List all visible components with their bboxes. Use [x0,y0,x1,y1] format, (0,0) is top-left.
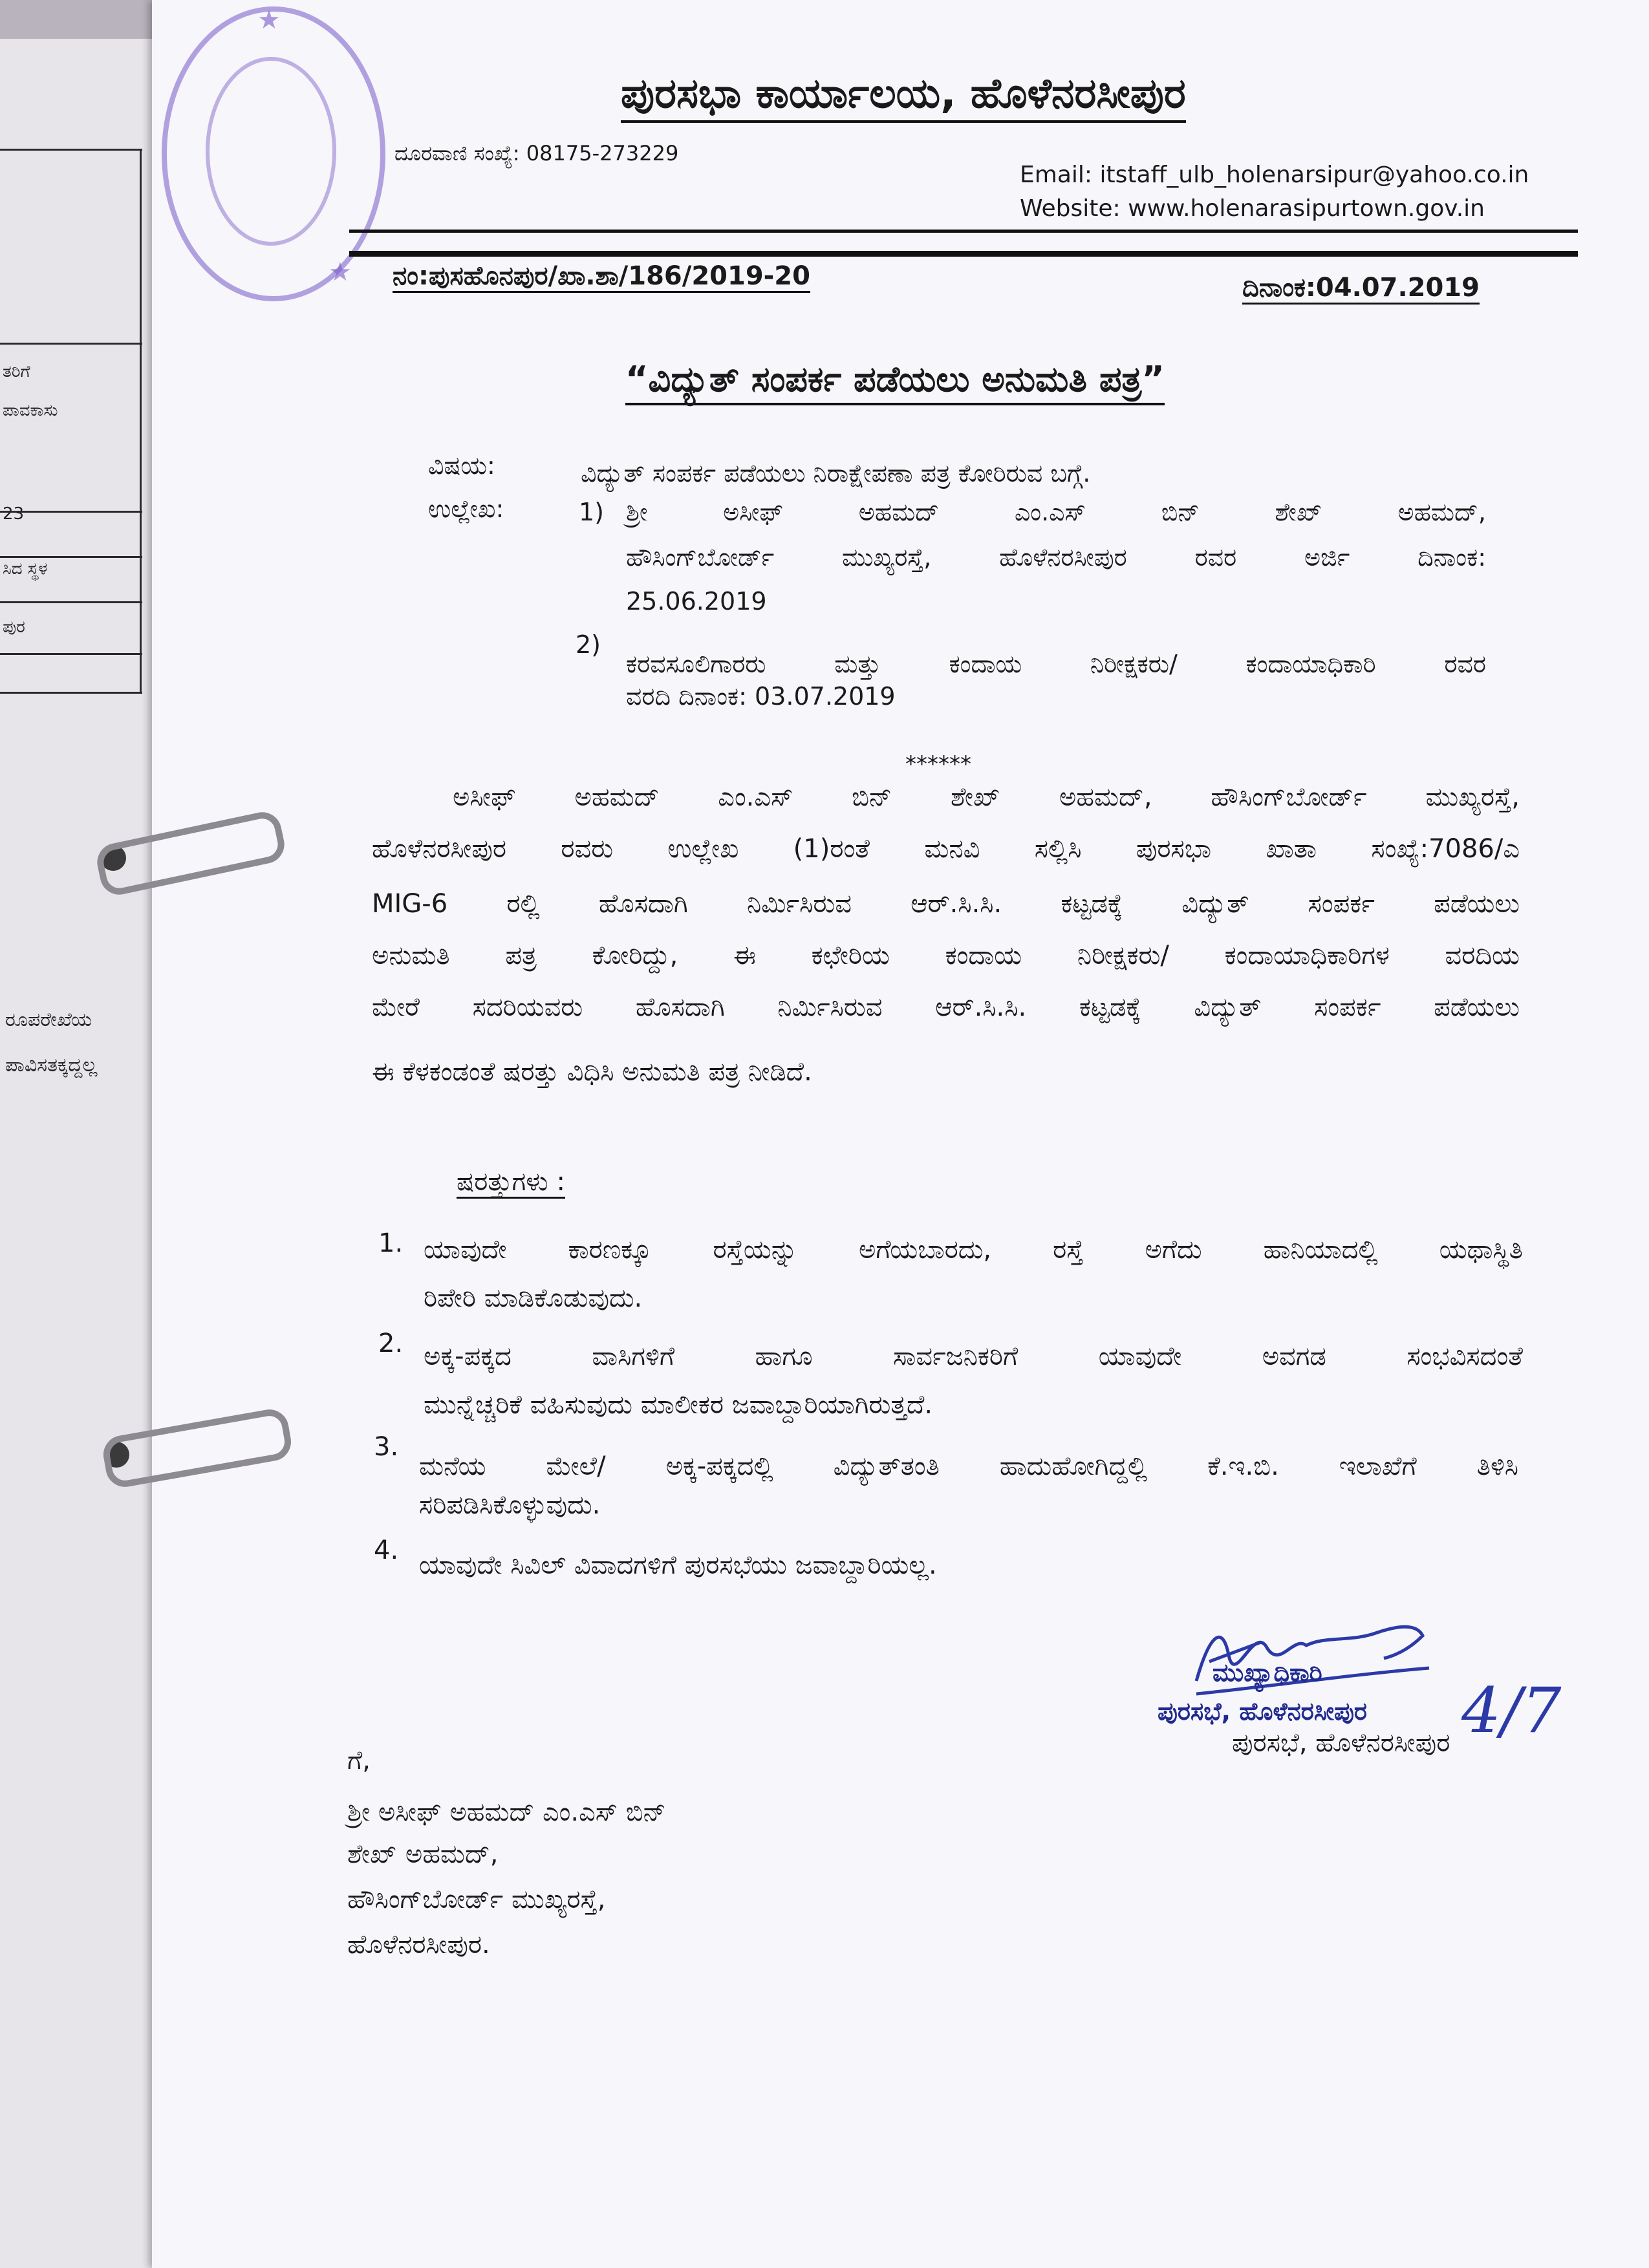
underlying-margin-fragment: ರೂಪರೇಖೆಯ [5,1009,92,1031]
underlying-fragment: ತರಿಗೆ [3,362,30,381]
condition-line: ರಿಪೇರಿ ಮಾಡಿಕೊಡುವುದು. [424,1283,643,1313]
subject-text: ವಿದ್ಯುತ್ ಸಂಪರ್ಕ ಪಡೆಯಲು ನಿರಾಕ್ಷೇಪಣಾ ಪತ್ರ ಕೋರಿರುವ ಬಗ್ಗೆ. [581,459,1091,487]
condition-line: ಮನೆಯ ಮೇಲೆ/ ಅಕ್ಕ-ಪಕ್ಕದಲ್ಲಿ ವಿದ್ಯುತ್‌ತಂತಿ ಹಾದುಹೋಗಿದ್ದಲ್ಲಿ ಕೆ.ಇ.ಬಿ. ಇಲಾಖೆಗೆ ತಿಳಿಸಿ [419,1451,1518,1481]
addressee-line: ಶೇಖ್ ಅಹಮದ್, [347,1839,499,1869]
condition-number: 3. [374,1432,399,1462]
letter-date: ದಿನಾಂಕ:04.07.2019 [1242,273,1480,305]
underlying-fragment: 23 [3,504,25,524]
separator-asterisks: ****** [905,751,971,777]
condition-number: 4. [374,1535,399,1565]
office-name-heading: ಪುರಸಭಾ ಕಾರ್ಯಾಲಯ, ಹೊಳೆನರಸೀಪುರ [621,70,1186,123]
body-line: ಹೊಳೆನರಸೀಪುರ ರವರು ಉಲ್ಲೇಖ (1)ರಂತೆ ಮನವಿ ಸಲ್ಲಿಸಿ ಪುರಸಭಾ ಖಾತಾ ಸಂಖ್ಯೆ:7086/ಎ [372,834,1520,864]
underlying-table-line [0,556,142,558]
binder-top-edge [0,0,152,39]
stamp-designation: ಮುಖ್ಯಾಧಿಕಾರಿ [1212,1658,1322,1687]
underlying-page [0,39,152,2268]
underlying-margin-fragment: ಪಾವಿಸತಕ್ಕದ್ದಲ್ಲ [5,1054,98,1076]
office-phone: ದೂರವಾಣಿ ಸಂಖ್ಯೆ: 08175-273229 [394,141,679,166]
condition-line: ಸರಿಪಡಿಸಿಕೊಳ್ಳುವುದು. [419,1490,601,1520]
condition-line: ಅಕ್ಕ-ಪಕ್ಕದ ವಾಸಿಗಳಿಗೆ ಹಾಗೂ ಸಾರ್ವಜನಿಕರಿಗೆ ಯಾವುದೇ ಅವಗಡ ಸಂಭವಿಸದಂತೆ [424,1342,1523,1371]
office-seal-stamp [162,6,385,301]
office-website: Website: www.holenarasipurtown.gov.in [1020,195,1485,222]
underlying-table-line [0,343,142,345]
condition-number: 1. [378,1228,404,1258]
underlying-table-line [0,149,142,151]
document-title: “ವಿದ್ಯುತ್ ಸಂಪರ್ಕ ಪಡೆಯಲು ಅನುಮತಿ ಪತ್ರ” [625,359,1165,405]
body-line: ಈ ಕೆಳಕಂಡಂತೆ ಷರತ್ತು ವಿಧಿಸಿ ಅನುಮತಿ ಪತ್ರ ನೀಡಿದೆ. [372,1057,812,1087]
reference-label: ಉಲ್ಲೇಖ: [428,495,504,523]
reference-item-number: 2) [576,630,601,659]
underlying-table-vline [140,149,142,692]
underlying-table-line [0,653,142,655]
underlying-table-line [0,601,142,603]
addressee-line: ಹೌಸಿಂಗ್‌ಬೋರ್ಡ್ ಮುಖ್ಯರಸ್ತೆ, [347,1885,606,1914]
addressee-to: ಗೆ, [347,1746,371,1775]
letter-sheet [152,0,1649,2268]
body-line: ಮೇರೆ ಸದರಿಯವರು ಹೊಸದಾಗಿ ನಿರ್ಮಿಸಿರುವ ಆರ್.ಸಿ.ಸಿ. ಕಟ್ಟಡಕ್ಕೆ ವಿದ್ಯುತ್ ಸಂಪರ್ಕ ಪಡೆಯಲು [372,992,1520,1022]
body-line: MIG-6 ರಲ್ಲಿ ಹೊಸದಾಗಿ ನಿರ್ಮಿಸಿರುವ ಆರ್.ಸಿ.ಸಿ. ಕಟ್ಟಡಕ್ಕೆ ವಿದ್ಯುತ್ ಸಂಪರ್ಕ ಪಡೆಯಲು [372,889,1520,919]
condition-number: 2. [378,1329,404,1358]
office-email: Email: itstaff_ulb_holenarsipur@yahoo.co.in [1020,162,1529,188]
underlying-table-line [0,692,142,694]
handwritten-date: 4/7 [1461,1674,1562,1747]
header-rule-thick [349,251,1578,257]
office-seal-inner-ring [206,57,336,246]
underlying-fragment: ಸಿದ ಸ್ಥಳ [3,559,48,579]
reference-item-number: 1) [579,498,605,526]
conditions-heading: ಷರತ್ತುಗಳು : [457,1167,565,1199]
star-icon: ★ [257,5,281,35]
reference-item-line: ಕರವಸೂಲಿಗಾರರು ಮತ್ತು ಕಂದಾಯ ನಿರೀಕ್ಷಕರು/ ಕಂದಾಯಾಧಿಕಾರಿ ರವರ [626,650,1486,678]
underlying-fragment: ಪುರ [3,617,25,637]
header-rule [349,230,1578,233]
addressee-line: ಹೊಳೆನರಸೀಪುರ. [347,1930,490,1960]
condition-line: ಯಾವುದೇ ಸಿವಿಲ್ ವಿವಾದಗಳಿಗೆ ಪುರಸಭೆಯು ಜವಾಬ್ದಾರಿಯಲ್ಲ. [419,1550,937,1580]
reference-item-line: 25.06.2019 [626,587,767,615]
handwritten-signature [1183,1597,1455,1713]
reference-item-line: ವರದಿ ದಿನಾಂಕ: 03.07.2019 [626,682,896,711]
reference-item-line: ಹೌಸಿಂಗ್‌ಬೋರ್ಡ್ ಮುಖ್ಯರಸ್ತೆ, ಹೊಳೆನರಸೀಪುರ ರವರ ಅರ್ಜಿ ದಿನಾಂಕ: [626,543,1486,572]
star-icon: ★ [329,257,352,287]
body-line: ಅಸೀಫ್ ಅಹಮದ್ ಎಂ.ಎಸ್ ಬಿನ್ ಶೇಖ್ ಅಹಮದ್, ಹೌಸಿಂಗ್‌ಬೋರ್ಡ್ ಮುಖ್ಯರಸ್ತೆ, [453,782,1520,812]
subject-label: ವಿಷಯ: [428,451,495,480]
condition-line: ಯಾವುದೇ ಕಾರಣಕ್ಕೂ ರಸ್ತೆಯನ್ನು ಅಗೆಯಬಾರದು, ರಸ್ತೆ ಅಗೆದು ಹಾನಿಯಾದಲ್ಲಿ ಯಥಾಸ್ಥಿತಿ [424,1235,1523,1265]
body-line: ಅನುಮತಿ ಪತ್ರ ಕೋರಿದ್ದು, ಈ ಕಛೇರಿಯ ಕಂದಾಯ ನಿರೀಕ್ಷಕರು/ ಕಂದಾಯಾಧಿಕಾರಿಗಳ ವರದಿಯ [372,941,1520,970]
condition-line: ಮುನ್ನೆಚ್ಚರಿಕೆ ವಹಿಸುವುದು ಮಾಲೀಕರ ಜವಾಬ್ದಾರಿಯಾಗಿರುತ್ತದೆ. [424,1390,933,1420]
stamp-office: ಪುರಸಭೆ, ಹೊಳೆನರಸೀಪುರ [1158,1697,1367,1726]
signatory-office: ಪುರಸಭೆ, ಹೊಳೆನರಸೀಪುರ [1232,1728,1450,1758]
underlying-fragment: ಪಾವಕಾಸು [3,401,58,420]
reference-item-line: ಶ್ರೀ ಅಸೀಫ್ ಅಹಮದ್ ಎಂ.ಎಸ್ ಬಿನ್ ಶೇಖ್ ಅಹಮದ್, [626,498,1486,526]
addressee-line: ಶ್ರೀ ಅಸೀಫ್ ಅಹಮದ್ ಎಂ.ಎಸ್ ಬಿನ್ [347,1797,666,1827]
reference-number: ನಂ:ಪುಸಹೊನಪುರ/ಖಾ.ಶಾ/186/2019-20 [393,261,810,293]
